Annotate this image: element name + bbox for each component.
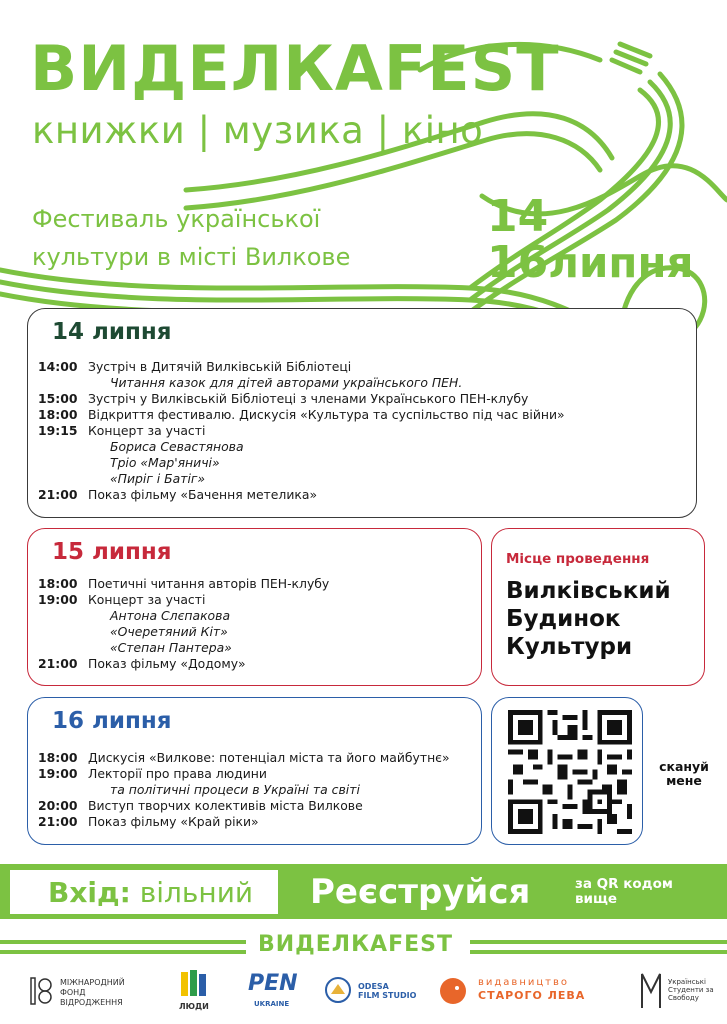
schedule-row xyxy=(38,592,329,608)
schedule-row xyxy=(38,407,565,423)
schedule-time xyxy=(38,439,88,455)
dates-start: 14 xyxy=(487,191,549,242)
schedule-text: Зустріч в Дитячій Вилківській Бібліотеці xyxy=(88,359,352,374)
odesa-film-mark-icon xyxy=(324,976,352,1004)
schedule-text: та політичні процеси в Україні та світі xyxy=(110,782,360,797)
schedule-row xyxy=(38,624,329,640)
venue-line-2: Будинок xyxy=(506,606,621,632)
schedule-text: Поетичні читання авторів ПЕН-клубу xyxy=(88,576,330,591)
partner-text: PEN xyxy=(248,971,298,996)
festival-subtitle: книжки | музика | кіно xyxy=(32,109,484,152)
venue-line-3: Культури xyxy=(506,634,633,660)
partner-text: СТАРОГО ЛЕВА xyxy=(478,989,586,1002)
qr-code-icon[interactable] xyxy=(508,710,632,834)
scan-me-label xyxy=(652,760,716,788)
schedule-time xyxy=(38,375,88,391)
festival-title: ВИДЕЛКАFEST xyxy=(30,32,560,105)
schedule-row xyxy=(38,391,565,407)
partner-text: Свободу xyxy=(668,994,699,1002)
venue-label: Місце проведення xyxy=(506,551,650,567)
schedule-time xyxy=(38,455,88,471)
schedule-time: 21:00 xyxy=(38,487,78,502)
schedule-text: Зустріч у Вилківській Бібліотеці з членами Українського ПЕН-клубу xyxy=(88,391,529,406)
day-card-14 xyxy=(27,308,697,518)
partner-text: ЛЮДИ xyxy=(179,1002,209,1011)
festival-tagline xyxy=(32,200,350,276)
partner-text: Студенти за xyxy=(668,986,714,994)
register-note-line-1: за QR кодом xyxy=(575,876,673,892)
schedule-time: 14:00 xyxy=(38,359,78,374)
schedule-time: 15:00 xyxy=(38,391,78,406)
partner-text: ФОНД xyxy=(60,988,86,997)
scan-line-2: мене xyxy=(666,773,702,788)
schedule-row xyxy=(38,814,450,830)
venue-card xyxy=(491,528,705,686)
schedule-time xyxy=(38,608,88,624)
schedule-row xyxy=(38,423,565,439)
schedule-time: 19:00 xyxy=(38,766,78,781)
day-title: 16 липня xyxy=(52,708,172,734)
schedule-text: Тріо «Мар'яничі» xyxy=(110,455,220,470)
schedule-row xyxy=(38,375,565,391)
schedule-row xyxy=(38,798,450,814)
schedule-row xyxy=(38,640,329,656)
schedule-row xyxy=(38,455,565,471)
register-call: Реєструйся xyxy=(310,872,531,912)
schedule-text: «Пиріг і Батіг» xyxy=(110,471,206,486)
schedule-time: 20:00 xyxy=(38,798,78,813)
schedule-row xyxy=(38,359,565,375)
partner-text: видавництво xyxy=(478,977,570,988)
entry-value: вільний xyxy=(139,876,254,909)
schedule-list xyxy=(38,359,565,503)
schedule-text: Відкриття фестивалю. Дискусія «Культура та суспільство під час війни» xyxy=(88,407,565,422)
schedule-text: Лекторії про права людини xyxy=(88,766,267,781)
schedule-text: Антона Слєпакова xyxy=(110,608,231,623)
schedule-text: Показ фільму «Додому» xyxy=(88,656,246,671)
schedule-time xyxy=(38,471,88,487)
partner-text: Українські xyxy=(668,978,706,986)
schedule-text: Показ фільму «Край ріки» xyxy=(88,814,259,829)
schedule-row xyxy=(38,487,565,503)
day-title: 14 липня xyxy=(52,319,172,345)
festival-dates xyxy=(487,191,694,288)
schedule-text: «Степан Пантера» xyxy=(110,640,232,655)
qr-card xyxy=(491,697,643,845)
schedule-list xyxy=(38,750,450,830)
register-note xyxy=(575,877,673,907)
schedule-text: Виступ творчих колективів міста Вилкове xyxy=(88,798,363,813)
schedule-time: 21:00 xyxy=(38,656,78,671)
scan-line-1: скануй xyxy=(659,759,709,774)
schedule-row xyxy=(38,656,329,672)
day-card-16 xyxy=(27,697,482,845)
lion-mark-icon xyxy=(438,976,468,1006)
schedule-time: 18:00 xyxy=(38,407,78,422)
schedule-time xyxy=(38,782,88,798)
schedule-row xyxy=(38,750,450,766)
tagline-line-2: культури в місті Вилкове xyxy=(32,243,351,271)
register-note-line-2: вище xyxy=(575,891,618,907)
schedule-row xyxy=(38,782,450,798)
schedule-text: «Очеретяний Кіт» xyxy=(110,624,228,639)
partner-lyudy-logo xyxy=(176,968,216,1014)
tagline-line-1: Фестиваль української xyxy=(32,205,321,233)
schedule-list xyxy=(38,576,329,672)
schedule-time: 18:00 xyxy=(38,750,78,765)
dates-end xyxy=(487,237,694,288)
schedule-row xyxy=(38,439,565,455)
venue-line-1: Вилківський xyxy=(506,578,671,604)
partner-text: МІЖНАРОДНИЙ xyxy=(60,978,125,987)
partner-text: FILM STUDIO xyxy=(358,991,417,1000)
schedule-row xyxy=(38,766,450,782)
dates-month: липня xyxy=(548,238,694,287)
schedule-text: Читання казок для дітей авторами українського ПЕН. xyxy=(110,375,463,390)
entry-text xyxy=(48,878,253,908)
schedule-text: Концерт за участі xyxy=(88,423,206,438)
usf-mark-icon xyxy=(640,972,662,1010)
schedule-row xyxy=(38,608,329,624)
day-title: 15 липня xyxy=(52,539,172,565)
brand-footer-title: ВИДЕЛКАFEST xyxy=(258,932,453,957)
schedule-time: 21:00 xyxy=(38,814,78,829)
partner-old-lion-logo xyxy=(438,972,586,1012)
partner-irf-logo xyxy=(30,972,140,1012)
partner-text: ВІДРОДЖЕННЯ xyxy=(60,998,123,1007)
irf-mark-icon xyxy=(30,976,54,1006)
schedule-text: Дискусія «Вилкове: потенціал міста та його майбутнє» xyxy=(88,750,450,765)
schedule-text: Показ фільму «Бачення метелика» xyxy=(88,487,318,502)
lyudy-mark-icon xyxy=(179,968,209,1000)
schedule-text: Концерт за участі xyxy=(88,592,206,607)
schedule-time xyxy=(38,624,88,640)
schedule-row xyxy=(38,471,565,487)
venue-name xyxy=(506,577,671,661)
entry-label: Вхід: xyxy=(48,876,131,909)
schedule-text: Бориса Севастянова xyxy=(110,439,244,454)
dates-end-day: 16 xyxy=(487,237,549,288)
partner-pen-logo xyxy=(246,972,296,1012)
partner-usf-logo xyxy=(640,970,725,1014)
partner-text: ODESA xyxy=(358,982,389,991)
schedule-time: 19:00 xyxy=(38,592,78,607)
schedule-time: 18:00 xyxy=(38,576,78,591)
partner-text: UKRAINE xyxy=(254,1000,290,1008)
day-card-15 xyxy=(27,528,482,686)
schedule-row xyxy=(38,576,329,592)
schedule-time: 19:15 xyxy=(38,423,78,438)
schedule-time xyxy=(38,640,88,656)
partner-odesa-film-logo xyxy=(324,974,417,1010)
